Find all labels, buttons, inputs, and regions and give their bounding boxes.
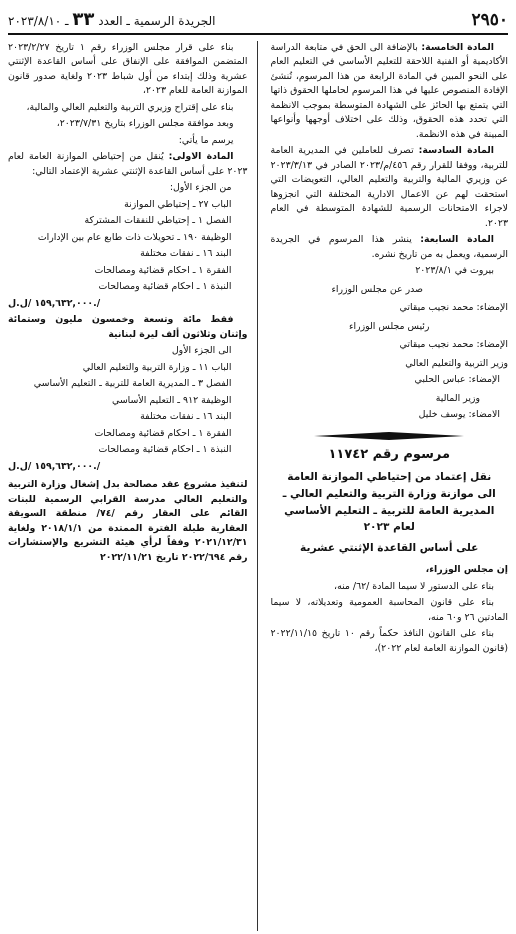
- signature-3: الإمضاء: عباس الحلبي: [414, 374, 500, 386]
- page-header: [8, 6, 508, 35]
- article-6: المادة السادسة: تصرف للعاملين في المديرية العامة للتربية، ووفقا للقرار رقم ٤٥٦/م/٢٠٢٣ الصادر في ٢٠٢٣/٣/١٣ عن وزيري المالية والتربية والتعليم العالي، التعويضات التي استحقت لهم عن الاعمال الادارية المختلفة التي انجزوها لاجراء الامتحانات الرسمية للشهادة المتوسطة في العام ٢٠٢٣.: [270, 145, 509, 229]
- article-5: المادة الخامسة: بالإضافة الى الحق في متابعة الدراسة الأكاديمية أو الفنية اللاحقة للتعليم الأساسي في التعليم العام على النحو المبين في المادة الرابعة من هذا المرسوم، تُنشئ الإفادة المنصوص عليها في هذا المرسوم لحاملها الحقوق ذاتها التي يتمتع بها الحائز على الشهادة المتوسطة بموجب الانظمة التي تحدد هذه الحقوق، وذلك على اختلاف أوجهها وأنواعها المبينة في هذه الانظمة.: [270, 42, 508, 140]
- signature-4: الامضاء: يوسف خليل: [418, 409, 500, 421]
- article-7: المادة السابعة: ينشر هذا المرسوم في الجريدة الرسمية، ويعمل به من تاريخ نشره.: [270, 234, 508, 260]
- decrees: يرسم ما يأتي:: [178, 134, 234, 146]
- ornament-divider: [270, 431, 508, 441]
- columns: [8, 41, 508, 931]
- to-item: البند ١٦ ـ نفقات مختلفة: [140, 411, 232, 423]
- signature-2: الإمضاء: محمد نجيب ميقاتي: [399, 339, 508, 351]
- from-item: البند ١٦ ـ نفقات مختلفة: [140, 248, 232, 260]
- right-column: [266, 41, 508, 931]
- to-paragraph: الفقرة ١ ـ احكام قضائية ومصالحات: [94, 427, 232, 439]
- place-date: بيروت في ٢٠٢٣/٨/١: [415, 265, 494, 277]
- from-paragraph: الفقرة ١ ـ احكام قضائية ومصالحات: [94, 264, 232, 276]
- minister-finance: وزير المالية: [435, 392, 480, 404]
- to-sub: النبذة ١ ـ احكام قضائية ومصالحات: [98, 444, 232, 456]
- basis-3: بناء على القانون النافذ حكماً رقم ١٠ تاريخ ٢٠٢٢/١١/١٥ (قانون الموازنة العامة لعام ٢٠٢٢)،: [270, 628, 508, 654]
- journal-info: [8, 9, 216, 30]
- to-section: الفصل ٣ ـ المديرية العامة للتربية ـ التعليم الأساسي: [33, 378, 232, 390]
- from-section: الفصل ١ ـ إحتياطي للنفقات المشتركة: [84, 215, 232, 227]
- column-divider: [257, 41, 258, 931]
- issue-date: ـ ٢٠٢٣/٨/١٠: [8, 14, 69, 28]
- from-function: الوظيفة ١٩٠ ـ تحويلات ذات طابع عام بين الإدارات: [37, 231, 232, 243]
- amount-2: ١٥٩,٦٣٢,٠٠٠ /ل.ل./: [8, 460, 101, 472]
- to-part: الى الجزء الأول: [171, 345, 232, 357]
- to-function: الوظيفة ٩١٢ ـ التعليم الأساسي: [112, 394, 232, 406]
- journal-name: الجريدة الرسمية ـ العدد: [98, 14, 216, 28]
- article-1: المادة الاولى: يُنقل من إحتياطي الموازنة العامة لعام ٢٠٢٣ على أساس القاعدة الإثنتي عشرية الإعتماد التالي:: [8, 151, 248, 177]
- basis-6: وبعد موافقة مجلس الوزراء بتاريخ ٢٠٢٣/٧/٣١،: [56, 118, 234, 130]
- to-chapter: الباب ١١ ـ وزارة التربية والتعليم العالي: [82, 361, 232, 373]
- issued-by: صدر عن مجلس الوزراء: [331, 283, 424, 295]
- minister-education: وزير التربية والتعليم العالي: [405, 357, 508, 369]
- basis-4: بناء على قرار مجلس الوزراء رقم ١ تاريخ ٢٠٢٣/٢/٢٧ المتضمن الموافقة على الإنفاق على أساس القاعدة الإثنتي عشرية وذلك إبتداء من أول شباط ٢٠٢٣ ولغاية صدور قانون الموازنة العامة للعام ٢٠٢٣،: [8, 42, 248, 97]
- left-column: [8, 41, 249, 931]
- decree-heading: نقل إعتماد من إحتياطي الموازنة العامة الى موازنة وزارة التربية والتعليم العالي ـ المديرية العامة للتربية ـ التعليم الأساسي لعام ٢٠٢٣ على أساس القاعدة الإثنتي عشرية: [282, 470, 496, 555]
- purpose: لتنفيذ مشروع عقد مصالحة بدل إشغال وزارة التربية والتعليم العالي مدرسة القرابي الرسمية للبنات القائم على العقار رقم /٧٤/ منطقة السويقة العقارية طيلة الفترة الممتدة من ٢٠١٨/١/١ ولغاية ٢٠٢١/١٢/٣١ وفقاً لرأي هيئة التشريع والإستشارات رقم ٢٠٢٢/٦٩٤ تاريخ ٢٠٢٢/١١/٢١: [8, 479, 248, 563]
- basis-2: بناء على قانون المحاسبة العمومية وتعديلاته، لا سيما المادتين ٢٦ و٦٠ منه،: [270, 597, 508, 623]
- decree-intro: إن مجلس الوزراء،: [425, 564, 508, 576]
- basis-1: بناء على الدستور لا سيما المادة /٦٢/ منه،: [334, 580, 494, 592]
- signature-1: الإمضاء: محمد نجيب ميقاتي: [399, 302, 508, 314]
- from-part: من الجزء الأول:: [169, 182, 232, 194]
- ornament-icon: [314, 431, 464, 441]
- from-sub: النبذة ١ ـ احكام قضائية ومصالحات: [98, 281, 232, 293]
- amount-1: ١٥٩,٦٣٢,٠٠٠ /ل.ل./: [8, 297, 101, 309]
- page-number: ٢٩٥٠: [471, 10, 508, 30]
- decree-title: مرسوم رقم ١١٧٤٢: [328, 446, 450, 462]
- from-chapter: الباب ٢٧ ـ إحتياطي الموازنة: [124, 198, 232, 210]
- amount-words: فقط مائة وتسعة وخمسون مليون وستمائة وإثنان وثلاثون ألف ليرة لبنانية: [8, 314, 248, 340]
- pm-title: رئيس مجلس الوزراء: [349, 320, 430, 332]
- basis-5: بناء على إقتراح وزيري التربية والتعليم العالي والمالية،: [26, 101, 234, 113]
- issue-number: ٣٣: [72, 9, 95, 30]
